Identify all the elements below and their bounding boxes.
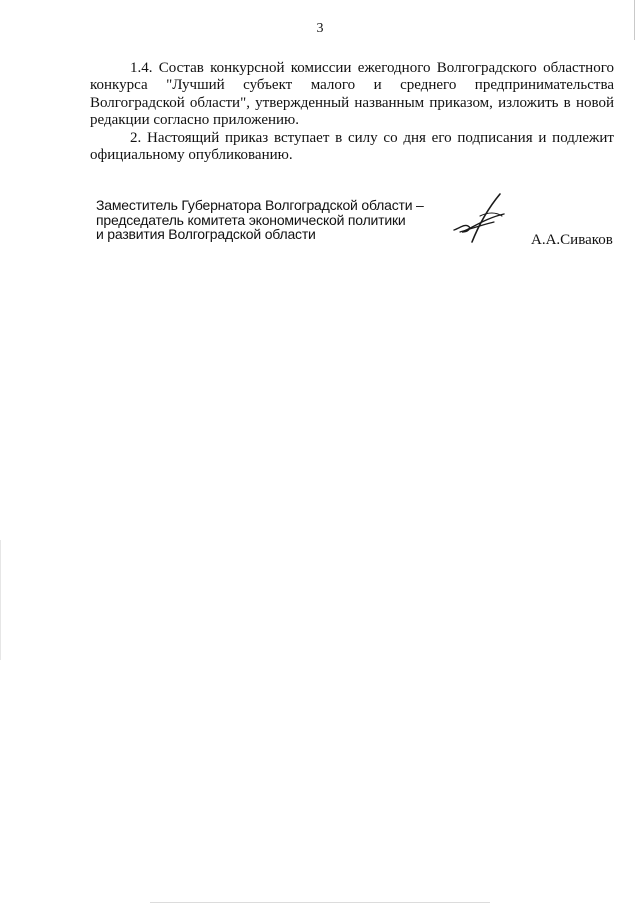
handwritten-signature <box>450 192 512 244</box>
document-body <box>90 60 614 164</box>
position-line: и развития Волгоградской области <box>96 226 316 242</box>
signatory-position <box>96 198 436 242</box>
position-line: Заместитель Губернатора Волгоградской области – <box>96 197 424 213</box>
scan-edge-mark <box>0 540 1 660</box>
paragraph-1-4: 1.4. Состав конкурсной комиссии ежегодного Волгоградского областного конкурса "Лучший субъект малого и среднего предпринимательства Волгоградской области", утвержденный названным приказом, изложить в новой редакции согласно приложению. <box>90 60 614 129</box>
signer-name: А.А.Сиваков <box>531 232 613 248</box>
scan-edge-mark <box>150 902 490 903</box>
paragraph-2: 2. Настоящий приказ вступает в силу со дня его подписания и подлежит официальному опубликованию. <box>90 129 614 164</box>
position-line: председатель комитета экономической политики <box>96 211 406 228</box>
scan-edge-mark <box>634 0 635 40</box>
page-number: 3 <box>316 21 324 36</box>
